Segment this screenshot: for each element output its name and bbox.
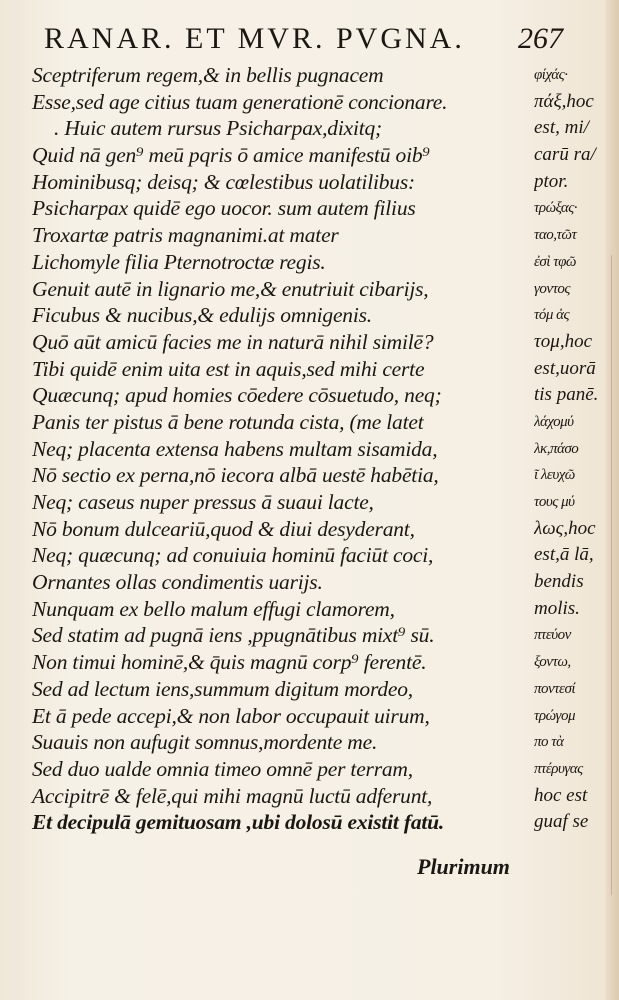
text-line: Nunquam ex bello malum effugi clamorem, xyxy=(32,596,395,621)
running-head: RANAR. ET MVR. PVGNA. xyxy=(44,22,465,55)
text-line: Sed ad lectum iens,summum digitum mordeo, xyxy=(32,676,413,701)
text-line: Genuit autē in lignario me,& enutriuit cibarijs, xyxy=(32,276,429,301)
margin-gloss: πτέρυγας xyxy=(534,760,583,777)
text-line: Quæcunq; apud homies cōedere cōsuetudo, neq; xyxy=(32,383,442,408)
margin-gloss: τρώγομ xyxy=(534,707,575,724)
margin-gloss: τους μύ xyxy=(534,494,575,510)
text-line: Quō aūt amicū facies me in naturā nihil similē? xyxy=(32,329,434,354)
text-line: Sceptriferum regem,& in bellis pugnacem xyxy=(32,63,384,87)
text-line: Hominibusq; deisq; & cœlestibus uolatilibus: xyxy=(32,169,415,194)
text-line: Non timui hominē,& q̄uis magnū corp⁹ ferentē. xyxy=(32,650,427,675)
text-line: Quid nā gen⁹ meū pqris ō amice manifestū oib⁹ xyxy=(32,143,430,168)
margin-gloss: bendis xyxy=(534,571,584,593)
text-line: Esse,sed age citius tuam generationē concionare. xyxy=(32,89,448,114)
text-line: Psicharpax quidē ego uocor. sum autem filius xyxy=(32,196,416,221)
text-line: Panis ter pistus ā bene rotunda cista, (me latet xyxy=(32,409,424,434)
text-line: Ficubus & nucibus,& edulijs omnigenis. xyxy=(32,303,372,328)
text-line: Neq; quæcunq; ad conuiuia hominū faciūt coci, xyxy=(32,543,434,568)
text-line: . Huic autem rursus Psicharpax,dixitq; xyxy=(54,116,383,141)
margin-gloss: τόμ ἀς xyxy=(534,307,570,324)
catchword: Plurimum xyxy=(417,854,510,879)
text-line: Et ā pede accepi,& non labor occupauit uirum, xyxy=(32,703,430,728)
text-line: Suauis non aufugit somnus,mordente me. xyxy=(32,730,378,755)
text-line: Neq; placenta extensa habens multam sisamida, xyxy=(32,436,438,461)
text-line: Ornantes ollas condimentis uarijs. xyxy=(32,570,323,595)
margin-gloss: λως,hoc xyxy=(534,517,596,539)
margin-gloss: φίχάς· xyxy=(534,67,568,83)
margin-gloss: hoc est xyxy=(534,784,588,806)
text-line: Neq; caseus nuper pressus ā suaui lacte, xyxy=(32,490,374,514)
text-line: Et decipulā gemituosam ,ubi dolosū existit fatū. xyxy=(32,810,445,835)
main-text-block xyxy=(32,62,532,836)
margin-gloss: ἐσὶ τφῶ xyxy=(534,253,576,270)
margin-gloss: est,uorā xyxy=(534,357,596,379)
text-line: Accipitrē & felē,qui mihi magnū luctū adferunt, xyxy=(32,783,433,808)
margin-gloss: est,ā lā, xyxy=(534,544,594,566)
text-line: Lichomyle filia Pternotroctæ regis. xyxy=(32,249,326,274)
margin-gloss: τρώξας· xyxy=(534,200,578,217)
margin-rule xyxy=(611,255,612,895)
page-number: 267 xyxy=(518,22,563,55)
text-line: Sed duo ualde omnia timeo omnē per terram, xyxy=(32,756,413,781)
margin-gloss: λκ,πάσο xyxy=(534,440,579,457)
page-edge xyxy=(606,0,619,1000)
margin-gloss: ptor. xyxy=(534,170,569,192)
margin-gloss: est, mi/ xyxy=(534,117,589,139)
margin-gloss: πτεύον xyxy=(534,627,571,644)
margin-gloss: πο τὰ xyxy=(534,734,564,751)
margin-gloss: guaf se xyxy=(534,811,589,833)
text-line: Sed statim ad pugnā iens ,ppugnātibus mixt⁹ sū. xyxy=(32,623,435,648)
text-line: Nō bonum dulceariū,quod & diui desyderant, xyxy=(32,516,415,541)
text-line: Tibi quidē enim uita est in aquis,sed mihi certe xyxy=(32,356,425,381)
margin-gloss: γοντος xyxy=(534,280,571,297)
margin-gloss: ταο,τῶτ xyxy=(534,227,577,244)
margin-gloss: ῖ λευχῶ xyxy=(534,467,575,484)
margin-gloss: πάξ,hoc xyxy=(534,90,594,112)
text-line: Troxartæ patris magnanimi.at mater xyxy=(32,223,339,248)
margin-gloss: tis panē. xyxy=(534,384,599,406)
margin-gloss: ποντεσί xyxy=(534,680,576,697)
margin-gloss-column xyxy=(534,62,606,836)
text-line: Nō sectio ex perna,nō iecora albā uestē habētia, xyxy=(32,463,439,488)
margin-gloss: ξοντω, xyxy=(534,654,571,671)
margin-gloss: λάχομύ xyxy=(534,413,574,430)
margin-gloss: molis. xyxy=(534,597,580,619)
margin-gloss: carū ra/ xyxy=(534,144,596,166)
margin-gloss: τομ,hoc xyxy=(534,330,593,352)
